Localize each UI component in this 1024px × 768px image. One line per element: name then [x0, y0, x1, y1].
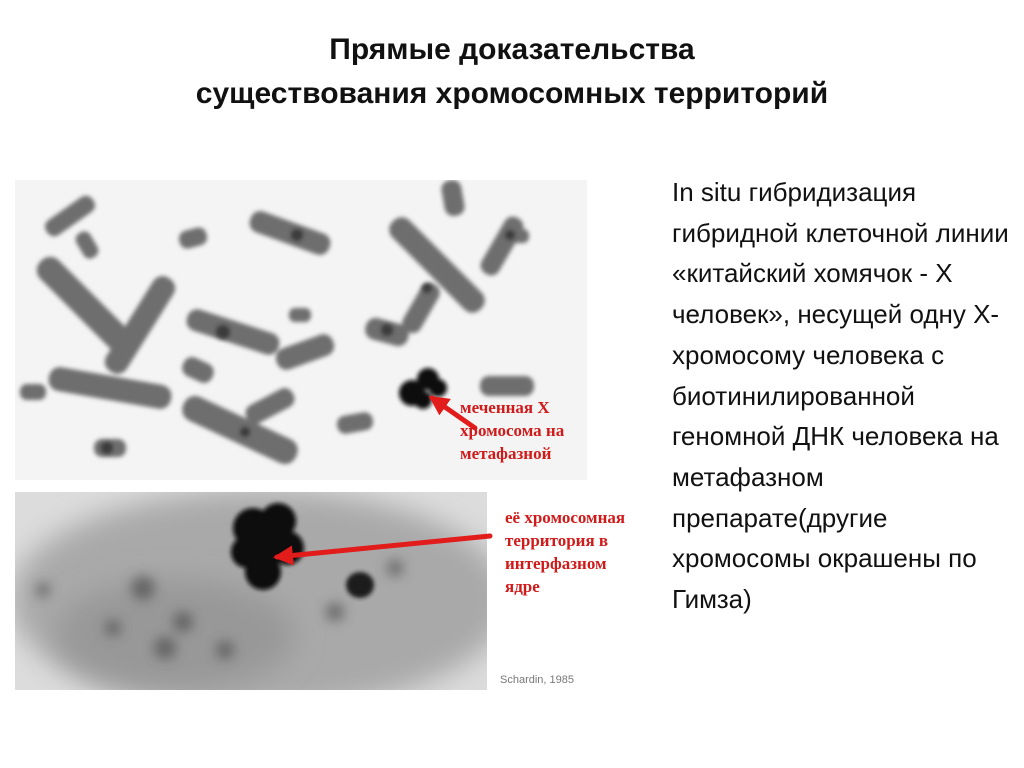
- interphase-label-line-4: ядре: [505, 577, 540, 596]
- interphase-nucleus: [15, 490, 510, 700]
- title-line-1: Прямые доказательства: [329, 33, 695, 66]
- interphase-label-line-3: интерфазном: [505, 554, 607, 573]
- interphase-label: [505, 506, 625, 598]
- micrograph-figure: [15, 180, 675, 700]
- metaphase-label-line-2: хромосома на: [460, 421, 565, 440]
- metaphase-label-line-1: меченная X: [460, 398, 550, 417]
- slide-caption: In situ гибридизация гибридной клеточной линии «китайский хомячок - Х человек», несущей одну Х-хромосому человека с биотинилированной геномной ДНК человека на метафазном препарате(другие хромосомы окрашены по Гимза): [672, 177, 1009, 615]
- slide-title: [0, 28, 1024, 116]
- interphase-label-line-1: её хромосомная: [505, 508, 626, 527]
- image-credit: Schardin, 1985: [500, 674, 574, 686]
- title-line-2: существования хромосомных территорий: [195, 77, 829, 110]
- metaphase-label-line-3: метафазной: [460, 444, 552, 463]
- metaphase-label: [460, 396, 564, 465]
- interphase-label-line-2: территория в: [505, 531, 609, 550]
